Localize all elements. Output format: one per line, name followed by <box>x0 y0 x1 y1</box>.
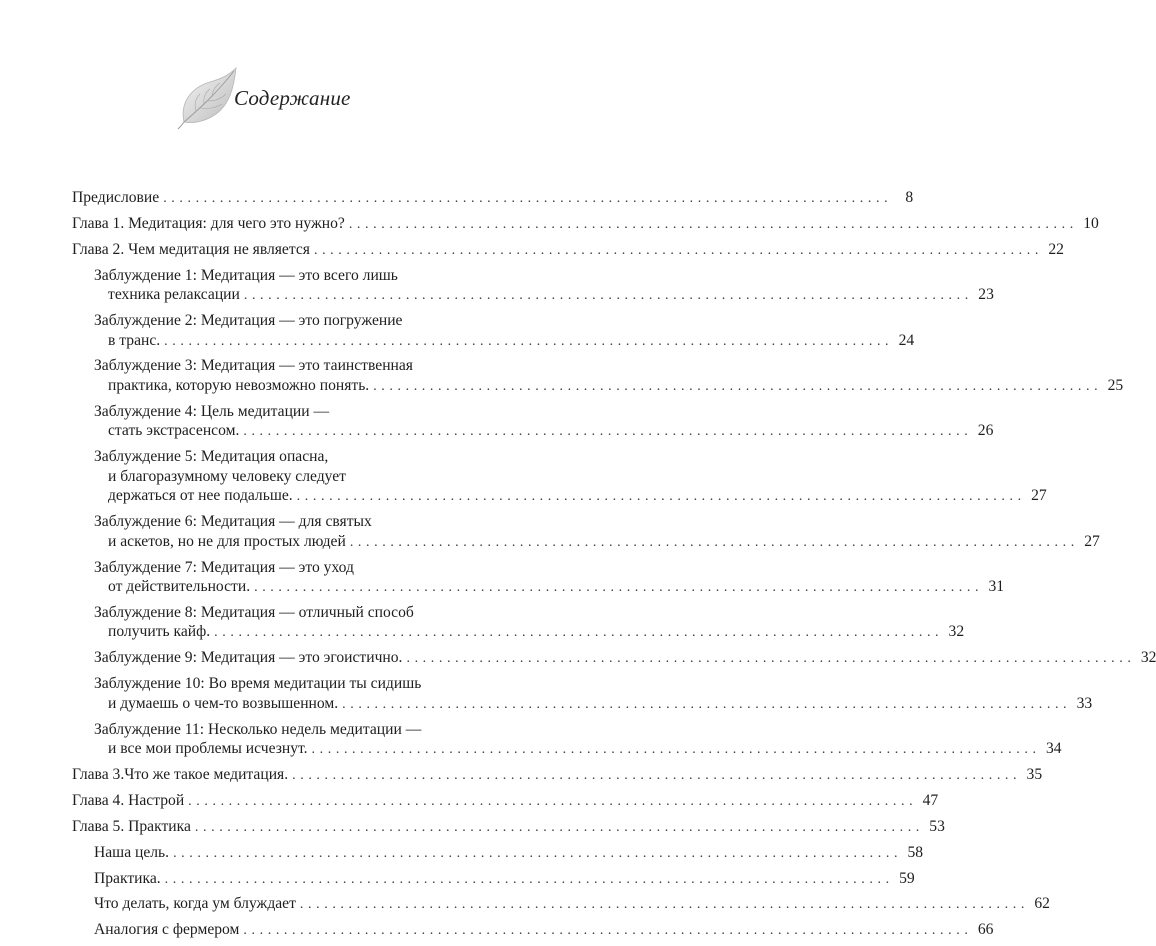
toc-page-number: 62 <box>1034 895 1050 913</box>
toc-entry-text: Заблуждение 4: Цель медитации — <box>94 402 330 420</box>
toc-entry[interactable] <box>72 603 965 643</box>
dot-leader: .......................................................................................... <box>164 333 894 349</box>
toc-page-number: 53 <box>929 817 945 835</box>
toc-entry-text: практика, которую невозможно понять. <box>108 376 370 394</box>
toc-entry-text: Заблуждение 11: Несколько недель медитации — <box>94 720 422 738</box>
toc-entry-text: и аскетов, но не для простых людей <box>108 532 346 550</box>
toc-page-number: 8 <box>905 189 914 206</box>
toc-entry-text: Заблуждение 10: Во время медитации ты сидишь <box>94 675 422 693</box>
toc-entry[interactable] <box>72 266 994 306</box>
toc-page-number: 58 <box>907 843 924 861</box>
toc-entry-text: Глава 4. Настрой <box>72 791 185 809</box>
toc-entry-text: Глава 5. Практика <box>72 817 191 835</box>
toc-entry[interactable] <box>72 311 915 351</box>
toc-header <box>172 64 412 134</box>
toc-entry-text: Глава 2. Чем медитация не является <box>72 240 310 258</box>
dot-leader: .......................................................................................... <box>188 793 918 809</box>
toc-page-number: 24 <box>898 331 915 349</box>
dot-leader: .......................................................................................... <box>163 191 893 206</box>
dot-leader: .......................................................................................... <box>311 742 1041 758</box>
toc-entry-text: техника релаксации <box>108 286 240 304</box>
toc-entry[interactable] <box>72 920 994 941</box>
toc-page-number: 23 <box>978 286 994 304</box>
dot-leader: .......................................................................................... <box>254 580 984 596</box>
dot-leader: .......................................................................................... <box>194 819 924 835</box>
toc-entry[interactable] <box>72 674 1093 714</box>
toc-page-number: 22 <box>1048 240 1064 258</box>
dot-leader: .......................................................................................... <box>173 845 903 861</box>
toc-entry[interactable] <box>72 356 1124 396</box>
toc-entry[interactable] <box>72 843 924 864</box>
toc-entry-text: и думаешь о чем-то возвышенном. <box>108 694 339 712</box>
toc-page-number: 32 <box>1140 649 1156 667</box>
toc-entry[interactable] <box>72 447 1047 507</box>
toc-entry[interactable] <box>72 558 1005 598</box>
toc-entry-text: Глава 1. Медитация: для чего это нужно? <box>72 214 345 232</box>
dot-leader: .......................................................................................... <box>243 923 973 939</box>
toc-page-number: 35 <box>1026 765 1043 783</box>
toc-page-number: 66 <box>977 921 994 939</box>
toc-entry[interactable] <box>72 188 914 209</box>
toc-page-number: 34 <box>1045 740 1062 758</box>
toc-entry-text: Практика. <box>94 869 161 887</box>
dot-leader: .......................................................................................... <box>296 489 1026 505</box>
toc-entry[interactable] <box>72 512 1100 552</box>
toc-entry-text: Заблуждение 3: Медитация — это таинственная <box>94 357 413 375</box>
dot-leader: .......................................................................................... <box>214 625 944 641</box>
toc-page-number: 26 <box>977 422 994 440</box>
toc-page-number: 25 <box>1107 376 1124 394</box>
dot-leader: .......................................................................................... <box>342 696 1072 712</box>
toc-page-number: 47 <box>922 791 939 809</box>
toc-entry-text: Заблуждение 6: Медитация — для святых <box>94 513 372 531</box>
dot-leader: .......................................................................................... <box>349 534 1079 550</box>
toc-entry-text: Глава 3.Что же такое медитация. <box>72 765 289 783</box>
toc-entry-text: и все мои проблемы исчезнут. <box>108 740 308 758</box>
leaf-icon <box>176 64 238 130</box>
toc-entry[interactable] <box>72 214 1099 235</box>
toc-entry[interactable] <box>72 240 1064 261</box>
toc-page-number: 27 <box>1084 532 1100 550</box>
toc-entry-text: Заблуждение 5: Медитация опасна, <box>94 448 329 466</box>
dot-leader: .......................................................................................... <box>243 424 973 440</box>
dot-leader: .......................................................................................... <box>406 651 1136 667</box>
toc-entry[interactable] <box>72 402 994 442</box>
toc-page-number: 27 <box>1031 487 1047 505</box>
toc-entry-text: стать экстрасенсом. <box>108 422 240 440</box>
toc-entry[interactable] <box>72 894 1050 915</box>
toc-entry[interactable] <box>72 869 915 890</box>
toc-entry-text: Заблуждение 8: Медитация — отличный способ <box>94 603 414 621</box>
toc-entry-text: в транс. <box>108 331 161 349</box>
toc-page-number: 31 <box>988 578 1005 596</box>
dot-leader: .......................................................................................... <box>348 216 1078 232</box>
toc-entry[interactable] <box>72 765 1043 786</box>
toc-entry[interactable] <box>72 648 1156 669</box>
toc-entry-text: Наша цель. <box>94 843 170 861</box>
toc-page-number: 59 <box>899 869 915 887</box>
toc-entry-text: Что делать, когда ум блуждает <box>94 895 296 913</box>
dot-leader: .......................................................................................... <box>313 242 1043 258</box>
dot-leader: .......................................................................................... <box>299 897 1029 913</box>
toc-entry-text: Заблуждение 2: Медитация — это погружение <box>94 312 403 330</box>
toc-entry-text: и благоразумному человеку следует <box>108 467 346 485</box>
toc-page-number: 33 <box>1076 694 1093 712</box>
toc-entry-text: Заблуждение 7: Медитация — это уход <box>94 558 354 576</box>
toc-title: Содержание <box>234 86 351 110</box>
dot-leader: .......................................................................................... <box>243 288 973 304</box>
toc-page-number: 10 <box>1083 214 1099 232</box>
dot-leader: .......................................................................................... <box>292 767 1022 783</box>
toc-entry-text: держаться от нее подальше. <box>108 487 293 505</box>
toc-entry[interactable] <box>72 720 1062 760</box>
toc-page-number: 32 <box>948 623 965 641</box>
toc-entry[interactable] <box>72 791 939 812</box>
toc-entry-text: Аналогия с фермером <box>94 921 240 939</box>
toc-entry-text: Заблуждение 1: Медитация — это всего лишь <box>94 266 398 284</box>
dot-leader: .......................................................................................... <box>164 871 894 887</box>
toc-entry-text: Заблуждение 9: Медитация — это эгоистично. <box>94 649 403 667</box>
toc-entry-text: Предисловие <box>72 189 160 206</box>
toc-entry[interactable] <box>72 817 945 838</box>
table-of-contents <box>72 188 1156 946</box>
dot-leader: .......................................................................................... <box>373 378 1103 394</box>
toc-entry-text: получить кайф. <box>108 623 211 641</box>
toc-entry-text: от действительности. <box>108 578 251 596</box>
